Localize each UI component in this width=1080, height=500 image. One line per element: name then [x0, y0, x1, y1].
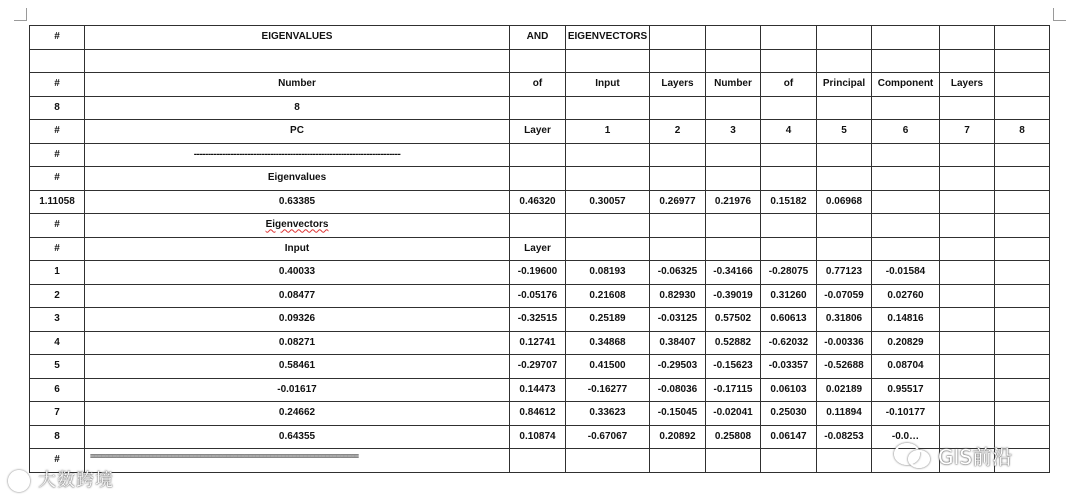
table-cell: -0.03125: [650, 308, 706, 332]
table-cell: 8: [30, 96, 85, 120]
table-cell: 6: [872, 120, 940, 144]
table-cell: [872, 96, 940, 120]
table-cell: [995, 214, 1050, 238]
table-cell: 0.06103: [761, 378, 817, 402]
table-cell: [940, 167, 995, 191]
table-cell: -0.32515: [510, 308, 566, 332]
table-cell: 0.33623: [566, 402, 650, 426]
table-cell: [706, 167, 761, 191]
table-row: [30, 402, 1050, 426]
table-cell: [566, 96, 650, 120]
table-cell: [995, 355, 1050, 379]
table-cell: -0.08253: [817, 425, 872, 449]
table-cell: -0.10177: [872, 402, 940, 426]
table-cell: [995, 308, 1050, 332]
table-cell: 0.31260: [761, 284, 817, 308]
table-row: [30, 96, 1050, 120]
table-cell: [995, 378, 1050, 402]
table-cell: Eigenvectors: [85, 214, 510, 238]
watermark-right-text: GIS前沿: [938, 444, 1013, 469]
table-cell: [817, 96, 872, 120]
table-cell: -0.34166: [706, 261, 761, 285]
table-cell: [872, 237, 940, 261]
table-cell: 0.20829: [872, 331, 940, 355]
table-cell: [995, 237, 1050, 261]
table-cell: [761, 143, 817, 167]
page-corner-mark: [14, 8, 27, 21]
table-row: [30, 378, 1050, 402]
table-cell: [817, 143, 872, 167]
table-cell: 0.46320: [510, 190, 566, 214]
table-cell: [940, 190, 995, 214]
table-cell: 0.95517: [872, 378, 940, 402]
table-row: [30, 73, 1050, 97]
table-cell: 0.58461: [85, 355, 510, 379]
table-cell: [817, 237, 872, 261]
table-cell: -0.05176: [510, 284, 566, 308]
table-cell: [940, 214, 995, 238]
table-row: [30, 190, 1050, 214]
table-cell: 8: [30, 425, 85, 449]
table-cell: 5: [817, 120, 872, 144]
table-cell: [706, 49, 761, 73]
table-cell: 0.84612: [510, 402, 566, 426]
table-cell: [817, 26, 872, 50]
table-cell: Input: [566, 73, 650, 97]
table-cell: 0.06147: [761, 425, 817, 449]
table-cell: 0.14816: [872, 308, 940, 332]
table-cell: [940, 237, 995, 261]
table-cell: [650, 214, 706, 238]
table-row: [30, 331, 1050, 355]
table-cell: [706, 449, 761, 473]
table-cell: 4: [30, 331, 85, 355]
table-cell: AND: [510, 26, 566, 50]
table-cell: 8: [85, 96, 510, 120]
table-cell: [995, 331, 1050, 355]
brand-logo-icon: [8, 470, 30, 492]
table-cell: -0.39019: [706, 284, 761, 308]
table-cell: [995, 49, 1050, 73]
table-cell: -0.07059: [817, 284, 872, 308]
table-cell: [872, 143, 940, 167]
table-cell: -0.19600: [510, 261, 566, 285]
table-cell: -0.0…: [872, 425, 940, 449]
table-cell: Layer: [510, 237, 566, 261]
table-cell: [650, 49, 706, 73]
table-cell: -0.15045: [650, 402, 706, 426]
table-cell: Eigenvalues: [85, 167, 510, 191]
table-cell: -0.02041: [706, 402, 761, 426]
table-cell: 0.40033: [85, 261, 510, 285]
table-cell: 0.63385: [85, 190, 510, 214]
table-cell: 0.60613: [761, 308, 817, 332]
table-row: [30, 49, 1050, 73]
table-row: [30, 214, 1050, 238]
table-cell: 0.77123: [817, 261, 872, 285]
table-row: [30, 308, 1050, 332]
table-cell: 0.52882: [706, 331, 761, 355]
table-cell: EIGENVECTORS: [566, 26, 650, 50]
table-cell: [872, 190, 940, 214]
table-cell: EIGENVALUES: [85, 26, 510, 50]
table-cell: 0.57502: [706, 308, 761, 332]
table-cell: #: [30, 237, 85, 261]
table-cell: [995, 402, 1050, 426]
table-row: [30, 284, 1050, 308]
table-cell: 0.25030: [761, 402, 817, 426]
table-cell: [995, 284, 1050, 308]
table-cell: 7: [940, 120, 995, 144]
table-cell: 1: [30, 261, 85, 285]
table-cell: [940, 143, 995, 167]
table-cell: -0.67067: [566, 425, 650, 449]
table-cell: 0.06968: [817, 190, 872, 214]
table-cell: -0.29503: [650, 355, 706, 379]
table-cell: -0.15623: [706, 355, 761, 379]
watermark-right: [892, 441, 1012, 469]
table-cell: [817, 449, 872, 473]
table-cell: [85, 49, 510, 73]
table-cell: [706, 96, 761, 120]
table-cell: -0.17115: [706, 378, 761, 402]
table-cell: #: [30, 167, 85, 191]
wechat-icon: [892, 441, 932, 469]
table-cell: [940, 402, 995, 426]
table-cell: -0.03357: [761, 355, 817, 379]
table-cell: -0.62032: [761, 331, 817, 355]
table-cell: [817, 49, 872, 73]
table-cell: 0.31806: [817, 308, 872, 332]
table-cell: [995, 261, 1050, 285]
table-cell: -0.08036: [650, 378, 706, 402]
table-cell: [761, 96, 817, 120]
table-cell: 2: [650, 120, 706, 144]
table-cell: Component: [872, 73, 940, 97]
table-cell: Number: [85, 73, 510, 97]
table-cell: -0.28075: [761, 261, 817, 285]
table-cell: -0.29707: [510, 355, 566, 379]
table-cell: -------------------------------------------------------------------------: [85, 143, 510, 167]
table-cell: [566, 237, 650, 261]
table-cell: 0.38407: [650, 331, 706, 355]
table-cell: 0.20892: [650, 425, 706, 449]
table-cell: [510, 143, 566, 167]
table-cell: [940, 96, 995, 120]
table-cell: 0.21976: [706, 190, 761, 214]
table-cell: [510, 167, 566, 191]
table-cell: -0.01617: [85, 378, 510, 402]
table-cell: [650, 237, 706, 261]
table-cell: [566, 143, 650, 167]
table-cell: [995, 167, 1050, 191]
table-cell: Layers: [940, 73, 995, 97]
table-cell: -0.06325: [650, 261, 706, 285]
table-cell: -0.00336: [817, 331, 872, 355]
table-cell: Layer: [510, 120, 566, 144]
table-cell: [995, 143, 1050, 167]
table-cell: 1: [566, 120, 650, 144]
table-cell: 0.25189: [566, 308, 650, 332]
table-cell: [761, 237, 817, 261]
table-cell: [872, 214, 940, 238]
table-cell: [650, 96, 706, 120]
table-cell: 0.30057: [566, 190, 650, 214]
table-cell: =========================================================================: [85, 449, 510, 473]
table-cell: #: [30, 143, 85, 167]
table-cell: [566, 214, 650, 238]
table-cell: [650, 26, 706, 50]
table-cell: [566, 449, 650, 473]
table-cell: [940, 26, 995, 50]
table-cell: [566, 167, 650, 191]
table-cell: [872, 49, 940, 73]
table-cell: 0.09326: [85, 308, 510, 332]
table-cell: Principal: [817, 73, 872, 97]
table-cell: 0.02189: [817, 378, 872, 402]
table-cell: [872, 26, 940, 50]
table-cell: [706, 26, 761, 50]
table-body: [30, 26, 1050, 473]
table-cell: 5: [30, 355, 85, 379]
watermark-left-text: 大数跨境: [38, 470, 114, 491]
table-cell: 0.34868: [566, 331, 650, 355]
table-cell: [995, 26, 1050, 50]
watermark-left: [8, 466, 114, 492]
table-cell: [995, 96, 1050, 120]
table-cell: [650, 167, 706, 191]
table-cell: 0.08477: [85, 284, 510, 308]
table-cell: 0.10874: [510, 425, 566, 449]
table-cell: #: [30, 73, 85, 97]
table-cell: [510, 49, 566, 73]
table-cell: [706, 214, 761, 238]
table-cell: 0.41500: [566, 355, 650, 379]
table-cell: -0.01584: [872, 261, 940, 285]
table-cell: [761, 49, 817, 73]
eigen-table: [29, 25, 1050, 473]
table-cell: -0.52688: [817, 355, 872, 379]
table-row: [30, 167, 1050, 191]
table-row: [30, 237, 1050, 261]
table-cell: 0.26977: [650, 190, 706, 214]
table-cell: [650, 449, 706, 473]
table-cell: 0.82930: [650, 284, 706, 308]
table-cell: #: [30, 120, 85, 144]
table-cell: of: [761, 73, 817, 97]
table-row: [30, 261, 1050, 285]
table-cell: 1.11058: [30, 190, 85, 214]
table-row: [30, 26, 1050, 50]
page-corner-mark: [1053, 8, 1066, 21]
table-cell: 0.08704: [872, 355, 940, 379]
table-cell: [872, 167, 940, 191]
table-cell: 0.24662: [85, 402, 510, 426]
table-cell: [817, 167, 872, 191]
table-cell: 0.11894: [817, 402, 872, 426]
table-cell: #: [30, 449, 85, 473]
table-cell: [940, 49, 995, 73]
table-cell: [940, 261, 995, 285]
table-cell: [940, 308, 995, 332]
table-row: [30, 143, 1050, 167]
table-cell: [995, 190, 1050, 214]
table-cell: 8: [995, 120, 1050, 144]
table-cell: 6: [30, 378, 85, 402]
table-cell: #: [30, 26, 85, 50]
table-cell: 0.08271: [85, 331, 510, 355]
table-cell: [761, 214, 817, 238]
table-cell: [30, 49, 85, 73]
table-cell: 3: [30, 308, 85, 332]
table-cell: 0.12741: [510, 331, 566, 355]
table-cell: [995, 73, 1050, 97]
table-cell: #: [30, 214, 85, 238]
table-cell: 0.08193: [566, 261, 650, 285]
table-cell: 0.15182: [761, 190, 817, 214]
table-cell: PC: [85, 120, 510, 144]
table-cell: 4: [761, 120, 817, 144]
table-cell: [706, 143, 761, 167]
table-cell: 0.25808: [706, 425, 761, 449]
table-cell: [761, 167, 817, 191]
table-cell: [761, 449, 817, 473]
table-cell: -0.16277: [566, 378, 650, 402]
table-cell: 7: [30, 402, 85, 426]
table-cell: [510, 449, 566, 473]
table-cell: [940, 378, 995, 402]
table-cell: [940, 284, 995, 308]
table-cell: [706, 237, 761, 261]
table-cell: 0.02760: [872, 284, 940, 308]
table-cell: Input: [85, 237, 510, 261]
table-cell: 0.14473: [510, 378, 566, 402]
table-cell: 3: [706, 120, 761, 144]
table-cell: [566, 49, 650, 73]
table-cell: 2: [30, 284, 85, 308]
table-cell: of: [510, 73, 566, 97]
table-cell: [650, 143, 706, 167]
table-cell: 0.21608: [566, 284, 650, 308]
table-cell: [761, 26, 817, 50]
table-cell: [940, 331, 995, 355]
table-row: [30, 355, 1050, 379]
table-row: [30, 120, 1050, 144]
table-cell: [510, 96, 566, 120]
table-cell: [817, 214, 872, 238]
table-cell: Layers: [650, 73, 706, 97]
table-cell: [940, 355, 995, 379]
table-cell: Number: [706, 73, 761, 97]
table-cell: 0.64355: [85, 425, 510, 449]
table-cell: [510, 214, 566, 238]
